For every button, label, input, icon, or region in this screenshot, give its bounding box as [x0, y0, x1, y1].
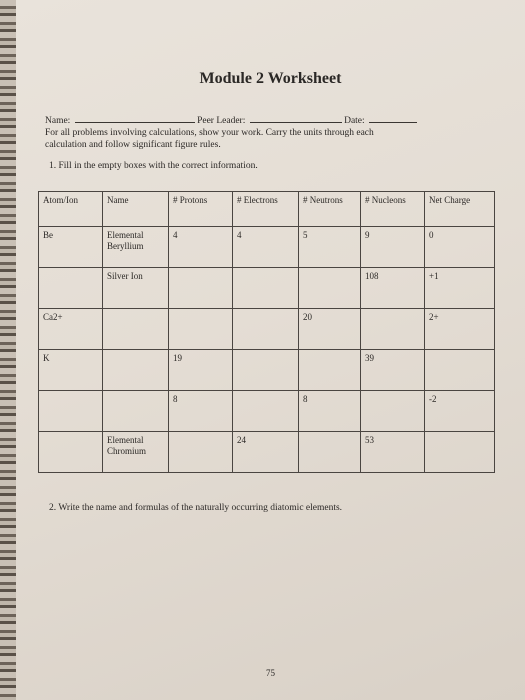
header-nucleons: # Nucleons	[361, 192, 425, 227]
cell-protons[interactable]	[169, 268, 233, 309]
table-row	[39, 350, 495, 391]
header-neutrons: # Neutrons	[299, 192, 361, 227]
worksheet-page	[16, 0, 525, 700]
cell-neutrons[interactable]: 5	[299, 227, 361, 268]
cell-nucleons[interactable]: 39	[361, 350, 425, 391]
date-field[interactable]	[369, 114, 417, 123]
cell-protons[interactable]: 4	[169, 227, 233, 268]
question-1: 1. Fill in the empty boxes with the correct information.	[49, 161, 258, 171]
cell-electrons[interactable]: 24	[233, 432, 299, 473]
header-net-charge: Net Charge	[425, 192, 495, 227]
cell-electrons[interactable]: 4	[233, 227, 299, 268]
cell-electrons[interactable]	[233, 391, 299, 432]
name-label: Name:	[45, 116, 71, 126]
name-field[interactable]	[75, 114, 195, 123]
cell-name[interactable]	[103, 391, 169, 432]
header-electrons: # Electrons	[233, 192, 299, 227]
table-row	[39, 309, 495, 350]
table-row	[39, 432, 495, 473]
cell-nucleons[interactable]: 53	[361, 432, 425, 473]
cell-name[interactable]	[103, 350, 169, 391]
cell-protons[interactable]: 8	[169, 391, 233, 432]
cell-atom-ion[interactable]	[39, 391, 103, 432]
cell-protons[interactable]	[169, 309, 233, 350]
cell-electrons[interactable]	[233, 309, 299, 350]
cell-neutrons[interactable]	[299, 268, 361, 309]
cell-nucleons[interactable]: 108	[361, 268, 425, 309]
cell-net-charge[interactable]: +1	[425, 268, 495, 309]
cell-protons[interactable]	[169, 432, 233, 473]
peer-leader-field[interactable]	[250, 114, 342, 123]
page-title: Module 2 Worksheet	[199, 70, 342, 87]
instructions-line-1: For all problems involving calculations, show your work. Carry the units through each	[45, 128, 374, 138]
peer-leader-label: Peer Leader:	[197, 116, 246, 126]
page-number: 75	[266, 668, 275, 678]
cell-atom-ion[interactable]	[39, 432, 103, 473]
cell-neutrons[interactable]: 8	[299, 391, 361, 432]
cell-neutrons[interactable]	[299, 432, 361, 473]
table-row	[39, 227, 495, 268]
instructions-line-2: calculation and follow significant figure rules.	[45, 140, 221, 150]
atom-ion-table	[38, 191, 495, 473]
cell-electrons[interactable]	[233, 350, 299, 391]
cell-net-charge[interactable]: 0	[425, 227, 495, 268]
cell-nucleons[interactable]	[361, 309, 425, 350]
cell-name[interactable]: Silver Ion	[103, 268, 169, 309]
cell-nucleons[interactable]	[361, 391, 425, 432]
cell-atom-ion[interactable]	[39, 268, 103, 309]
table-header-row	[39, 192, 495, 227]
cell-electrons[interactable]	[233, 268, 299, 309]
date-label: Date:	[344, 116, 365, 126]
cell-net-charge[interactable]	[425, 350, 495, 391]
cell-name[interactable]: Elemental Chromium	[103, 432, 169, 473]
header-name: Name	[103, 192, 169, 227]
cell-neutrons[interactable]: 20	[299, 309, 361, 350]
table-row	[39, 391, 495, 432]
cell-net-charge[interactable]: 2+	[425, 309, 495, 350]
cell-net-charge[interactable]	[425, 432, 495, 473]
cell-name[interactable]: Elemental Beryllium	[103, 227, 169, 268]
header-fields	[45, 114, 417, 126]
table-row	[39, 268, 495, 309]
cell-name[interactable]	[103, 309, 169, 350]
header-protons: # Protons	[169, 192, 233, 227]
cell-net-charge[interactable]: -2	[425, 391, 495, 432]
header-atom-ion: Atom/Ion	[39, 192, 103, 227]
cell-nucleons[interactable]: 9	[361, 227, 425, 268]
question-2: 2. Write the name and formulas of the naturally occurring diatomic elements.	[49, 503, 343, 513]
cell-atom-ion[interactable]: K	[39, 350, 103, 391]
cell-atom-ion[interactable]: Be	[39, 227, 103, 268]
cell-atom-ion[interactable]: Ca2+	[39, 309, 103, 350]
cell-protons[interactable]: 19	[169, 350, 233, 391]
cell-neutrons[interactable]	[299, 350, 361, 391]
